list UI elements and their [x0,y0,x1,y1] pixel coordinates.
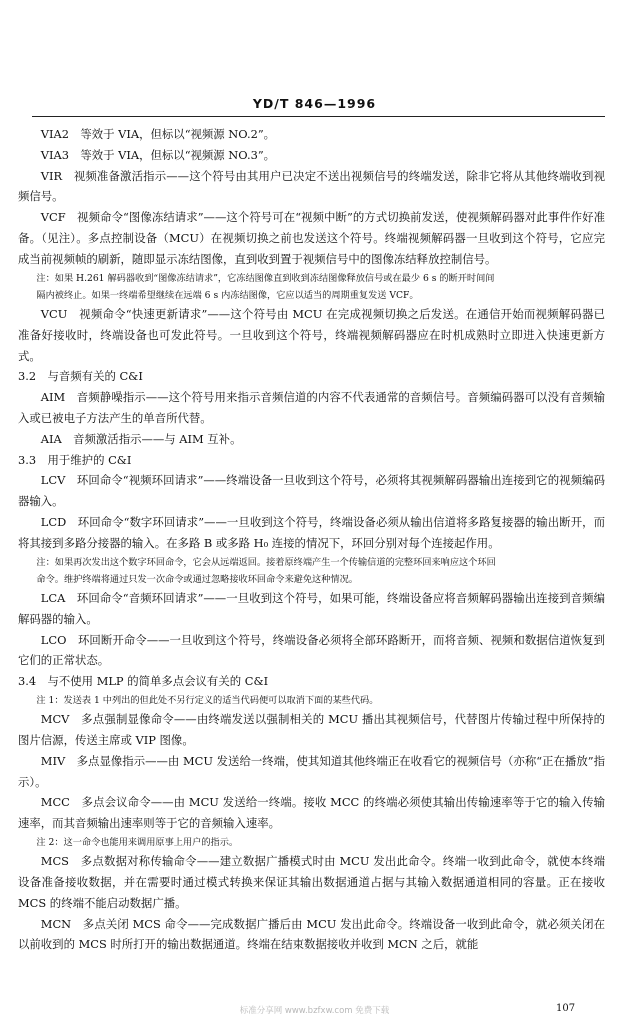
paragraph: VIA2 等效于 VIA，但标以“视频源 NO.2”。 [40,127,276,141]
paragraph: MCV 多点强制显像命令——由终端发送以强制相关的 MCU 播出其视频信号，代替图片传输过程中所保持的图片信源，传送主席或 VIP 图像。 [18,712,605,747]
paragraph: MIV 多点显像指示——由 MCU 发送给一终端，使其知道其他终端正在收看它的视频信号（亦称“正在播放”指示）。 [18,753,605,789]
note-line: 注 2：这一命令也能用来调用原事上用户的指示。 [36,836,239,848]
paragraph: AIA 音频激活指示——与 AIM 互补。 [40,431,242,446]
paragraph: MCS 多点数据对称传输命令——建立数据广播模式时由 MCU 发出此命令。终端一收到此命令，就使本终端设备准备接收数据，并在需要时通过模式转换来保证其输出数据通道占据与其输入数据通道相同的容量。正在接收 MCS 的终端不能启动数据广播。 [18,854,605,910]
note-continuation: 命令。维护终端将通过只发一次命令或通过忽略接收环回命令来避免这种情况。 [36,573,358,585]
paragraph: MCN 多点关闭 MCS 命令——完成数据广播后由 MCU 发出此命令。终端设备一收到此命令，就必须关闭在以前收到的 MCS 时所打开的输出数据通道。终端在结束数据接收并收到 MCN 之后，就能 [18,916,605,952]
note-line: 注：如果再次发出这个数字环回命令，它会从远端返回。接着原终端产生一个传输信道的完整环回来响应这个环回 [36,556,496,568]
section-heading: 3.3 用于维护的 C&I [18,452,132,467]
section-heading: 3.2 与音频有关的 C&I [18,369,143,384]
paragraph: VCU 视频命令“快速更新请求”——这个符号由 MCU 在完成视频切换之后发送。在通信开始而视频解码器已准备好接收时，终端设备也可发此符号。一旦收到这个符号，终端视频解码器应在时机成熟时立即进入快速更新方式。 [18,306,605,363]
watermark: 标准分享网 www.bzfxw.com 免费下载 [239,1006,390,1016]
body-text [18,124,605,955]
standard-header: YD/T 846—1996 [252,96,377,111]
paragraph: LCO 环回断开命令——一旦收到这个符号，终端设备必须将全部环路断开，而将音频、视频和数据信道恢复到它们的正常状态。 [18,632,605,668]
paragraph: LCA 环回命令“音频环回请求”——一旦收到这个符号，如果可能，终端设备应将音频解码器输出连接到音频编解码器的输入。 [18,590,605,626]
note-continuation: 隔内被终止。如果一终端希望继续在远端 6 s 内冻结图像，它应以适当的周期重复发送 VCF。 [36,289,419,301]
section-heading: 3.4 与不使用 MLP 的简单多点会议有关的 C&I [18,674,269,689]
paragraph: VIR 视频准备激活指示——这个符号由其用户已决定不送出视频信号的终端发送，除非它将从其他终端收到视频信号。 [18,168,605,204]
paragraph: AIM 音频静噪指示——这个符号用来指示音频信道的内容不代表通常的音频信号。音频编码器可以没有音频输入或已被电子方法产生的单音所代替。 [18,390,605,425]
header-rule [32,116,605,117]
note-line: 注 1：发送表 1 中列出的但此处不另行定义的适当代码便可以取消下面的某些代码。 [36,694,379,706]
paragraph: LCV 环回命令“视频环回请求”——终端设备一旦收到这个符号，必须将其视频解码器输出连接到它的视频编码器输入。 [18,473,605,509]
paragraph: VCF 视频命令“图像冻结请求”——这个符号可在“视频中断”的方式切换前发送，使视频解码器对此事件作好准备。（见注）。多点控制设备（MCU）在视频切换之前也发送这个符号。终端视频解码器一旦收到这个符号，它应完成当前视频帧的刷新，随即显示冻结图像，直到收到置于视频信号中的图像冻结释放控制信号。 [18,210,605,266]
paragraph: VIA3 等效于 VIA，但标以“视频源 NO.3”。 [40,147,276,162]
paragraph: MCC 多点会议命令——由 MCU 发送给一终端。接收 MCC 的终端必须使其输出传输速率等于它的输入传输速率，而其音频输出速率则等于它的音频输入速率。 [18,795,605,831]
page-number: 107 [556,1003,576,1014]
note-line: 注：如果 H.261 解码器收到“图像冻结请求”，它冻结图像直到收到冻结图像释放信号或在最少 6 s 的断开时间间 [36,272,495,284]
paragraph: LCD 环回命令“数字环回请求”——一旦收到这个符号，终端设备必须从输出信道将多路复接器的输出断开，而将其接到多路分接器的输入。在多路 B 或多路 H₀ 连接的情况下，环回分别对每个连接起作用。 [18,514,605,550]
